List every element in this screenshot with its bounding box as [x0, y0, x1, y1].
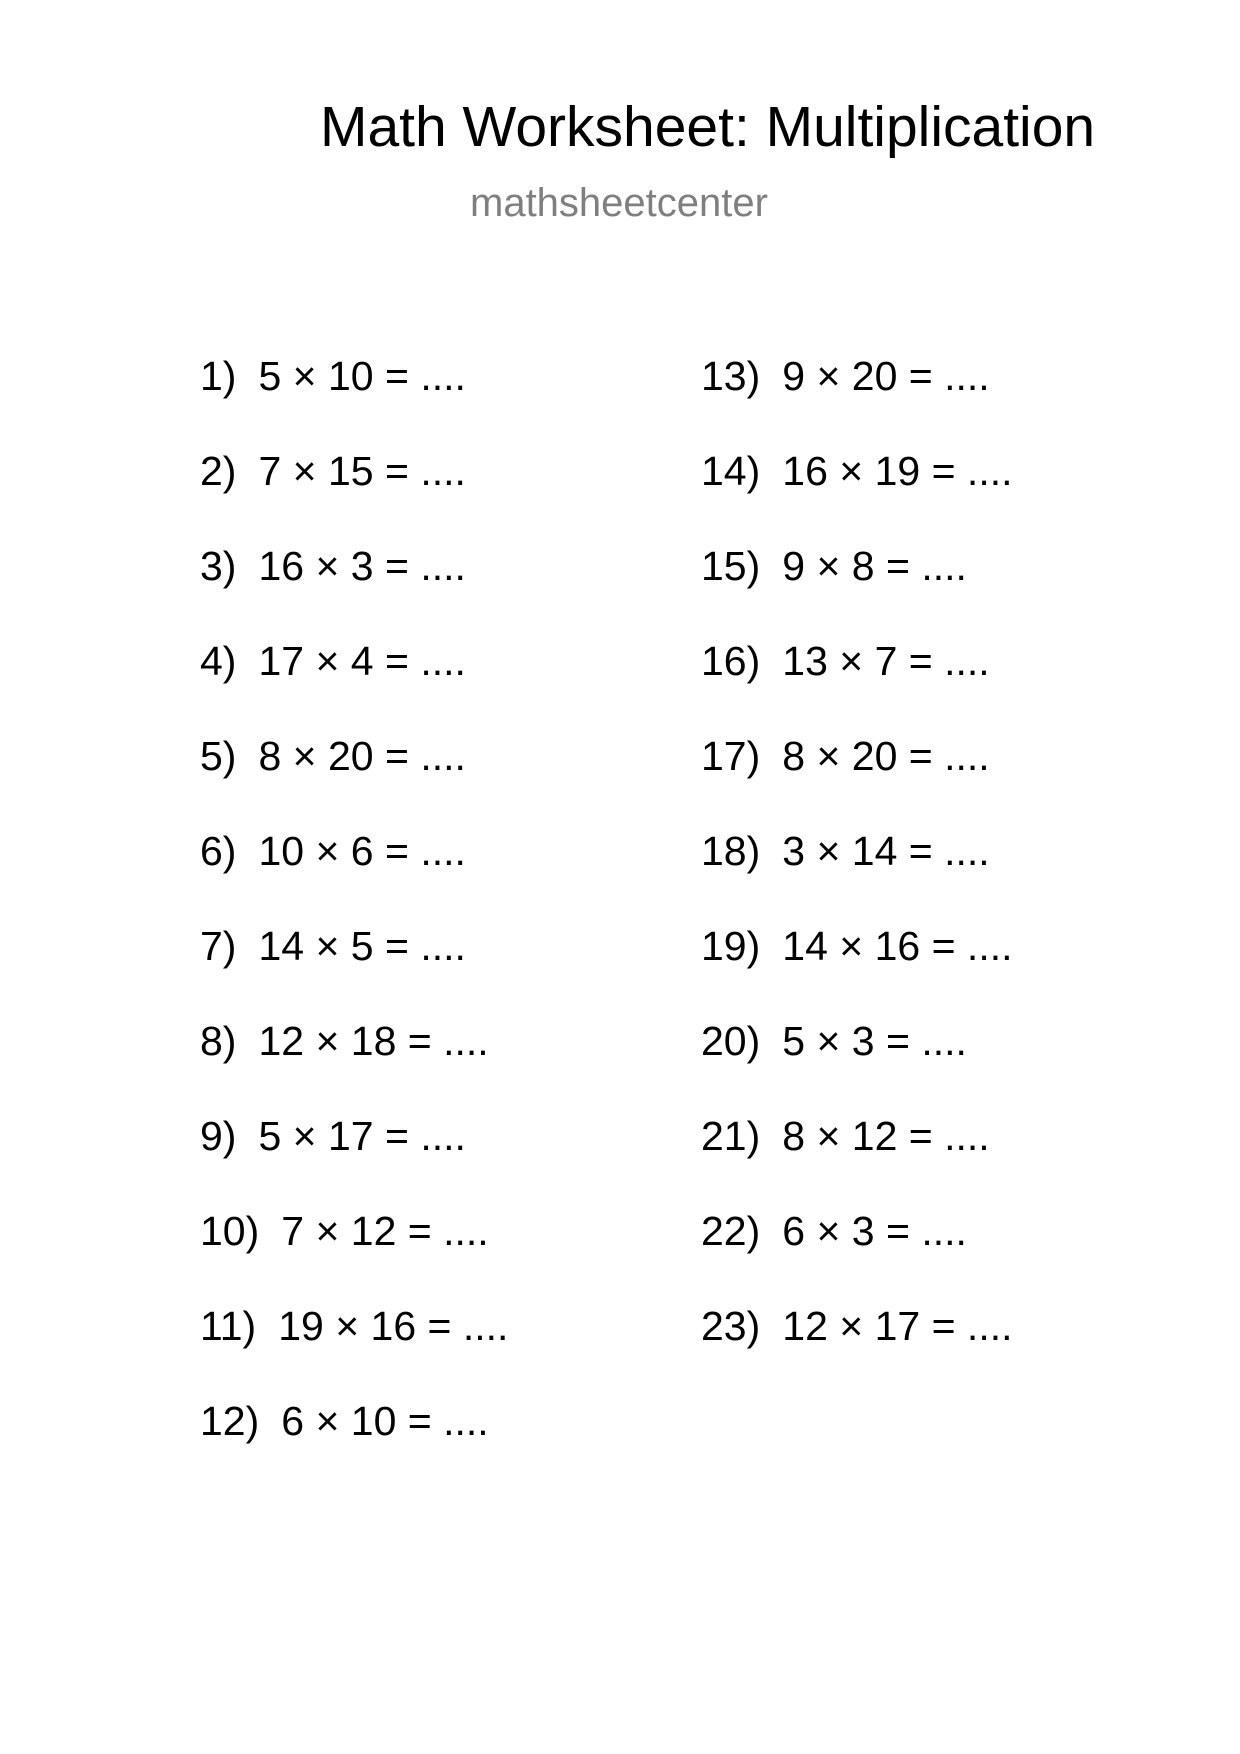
problem-number: 22) — [701, 1208, 761, 1254]
problem-number: 9) — [200, 1113, 237, 1159]
problem-expression: 12 × 17 = .... — [782, 1303, 1013, 1349]
problem-item — [200, 445, 508, 540]
problem-expression: 6 × 10 = .... — [281, 1398, 489, 1444]
problem-item — [701, 1300, 1013, 1395]
problem-number: 7) — [200, 923, 237, 969]
problem-expression: 14 × 5 = .... — [258, 923, 466, 969]
page-title: Math Worksheet: Multiplication — [320, 95, 1096, 159]
problem-number: 2) — [200, 448, 237, 494]
page-subtitle: mathsheetcenter — [470, 181, 768, 225]
problem-item — [701, 635, 1013, 730]
problem-expression: 7 × 15 = .... — [258, 448, 466, 494]
problem-number: 11) — [200, 1303, 257, 1349]
problem-number: 14) — [701, 448, 761, 494]
problem-item — [200, 825, 508, 920]
problem-number: 3) — [200, 543, 237, 589]
problem-item — [200, 1395, 508, 1490]
problem-number: 10) — [200, 1208, 260, 1254]
problem-item — [701, 1205, 1013, 1300]
problem-number: 12) — [200, 1398, 260, 1444]
problem-item — [701, 920, 1013, 1015]
problem-number: 21) — [701, 1113, 761, 1159]
problem-expression: 8 × 20 = .... — [258, 733, 466, 779]
problem-item — [200, 1015, 508, 1110]
problem-number: 18) — [701, 828, 761, 874]
problem-item — [200, 540, 508, 635]
problem-expression: 17 × 4 = .... — [258, 638, 466, 684]
problem-number: 1) — [200, 353, 237, 399]
problem-item — [200, 350, 508, 445]
problem-expression: 13 × 7 = .... — [782, 638, 990, 684]
problem-item — [701, 825, 1013, 920]
problem-expression: 5 × 3 = .... — [782, 1018, 967, 1064]
problem-expression: 16 × 19 = .... — [782, 448, 1013, 494]
problem-expression: 8 × 20 = .... — [782, 733, 990, 779]
problem-number: 13) — [701, 353, 761, 399]
problem-number: 15) — [701, 543, 761, 589]
right-problem-column — [701, 350, 1013, 1395]
problem-expression: 12 × 18 = .... — [258, 1018, 489, 1064]
problem-item — [200, 920, 508, 1015]
problem-item — [701, 445, 1013, 540]
problem-item — [701, 1110, 1013, 1205]
problem-item — [701, 1015, 1013, 1110]
problem-expression: 9 × 20 = .... — [782, 353, 990, 399]
problem-item — [701, 730, 1013, 825]
problem-item — [200, 1300, 508, 1395]
problem-expression: 8 × 12 = .... — [782, 1113, 990, 1159]
problem-expression: 14 × 16 = .... — [782, 923, 1013, 969]
problem-number: 16) — [701, 638, 761, 684]
problem-expression: 19 × 16 = .... — [278, 1303, 509, 1349]
problem-item — [200, 1110, 508, 1205]
problem-number: 23) — [701, 1303, 761, 1349]
problem-item — [701, 350, 1013, 445]
problem-number: 20) — [701, 1018, 761, 1064]
problem-number: 17) — [701, 733, 761, 779]
problem-expression: 5 × 17 = .... — [258, 1113, 466, 1159]
problem-expression: 3 × 14 = .... — [782, 828, 990, 874]
problem-expression: 7 × 12 = .... — [281, 1208, 489, 1254]
problem-item — [200, 730, 508, 825]
problem-number: 5) — [200, 733, 237, 779]
problem-number: 6) — [200, 828, 237, 874]
problem-expression: 16 × 3 = .... — [258, 543, 466, 589]
problem-number: 4) — [200, 638, 237, 684]
problem-number: 19) — [701, 923, 761, 969]
problem-expression: 9 × 8 = .... — [782, 543, 967, 589]
problem-item — [200, 635, 508, 730]
problem-expression: 5 × 10 = .... — [258, 353, 466, 399]
problem-expression: 10 × 6 = .... — [258, 828, 466, 874]
problem-number: 8) — [200, 1018, 237, 1064]
left-problem-column — [200, 350, 508, 1490]
problem-expression: 6 × 3 = .... — [782, 1208, 967, 1254]
problem-item — [701, 540, 1013, 635]
problem-item — [200, 1205, 508, 1300]
